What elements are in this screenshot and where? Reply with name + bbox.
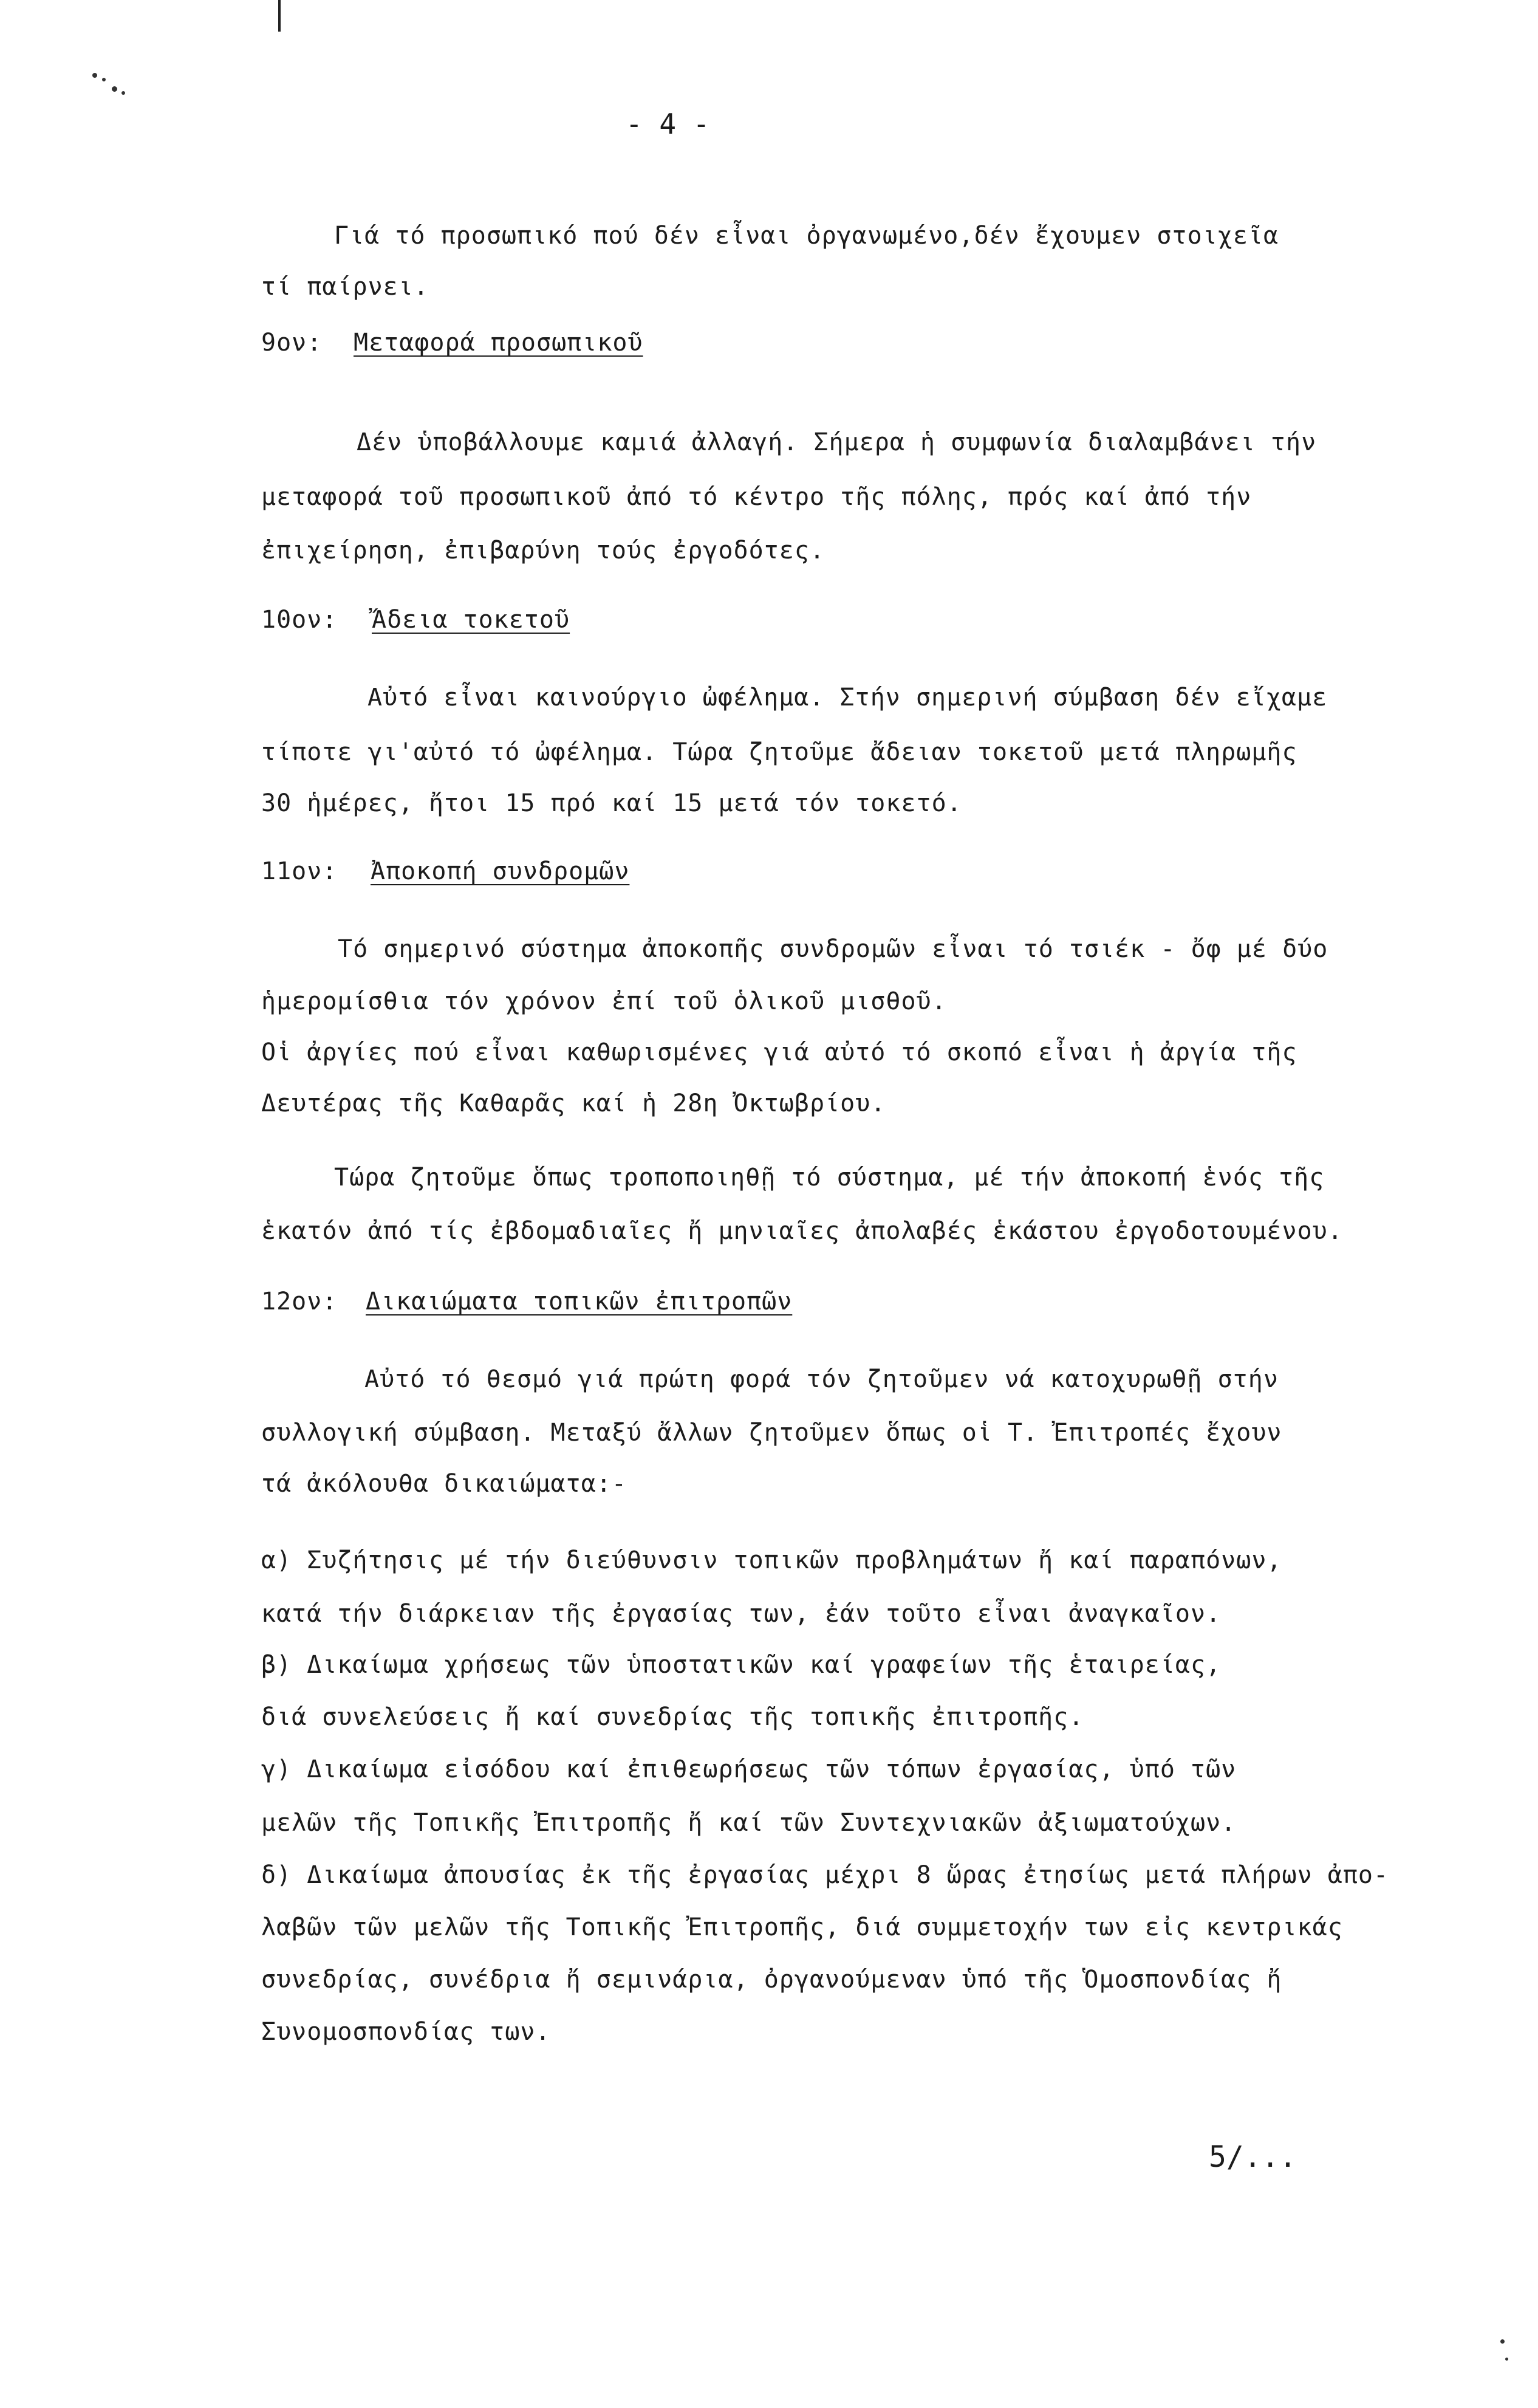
text-line: ἡμερομίσθια τόν χρόνον ἐπί τοῦ ὁλικοῦ μισθοῦ.: [261, 987, 947, 1015]
list-item: β) Δικαίωμα χρήσεως τῶν ὑποστατικῶν καί γραφείων τῆς ἑταιρείας,: [261, 1651, 1222, 1679]
section-heading: Δικαιώματα τοπικῶν ἐπιτροπῶν: [366, 1288, 793, 1315]
continuation-marker: 5/...: [1209, 2140, 1297, 2174]
text-line: Συνομοσπονδίας των.: [261, 2018, 551, 2046]
list-item: δ) Δικαίωμα ἀπουσίας ἐκ τῆς ἐργασίας μέχρι 8 ὥρας ἐτησίως μετά πλήρων ἀπο-: [261, 1861, 1389, 1889]
scan-speck: [102, 78, 106, 81]
text-line: συλλογική σύμβαση. Μεταξύ ἄλλων ζητοῦμεν ὅπως οἱ Τ. Ἐπιτροπές ἔχουν: [261, 1419, 1282, 1447]
text-line: Αὐτό τό θεσμό γιά πρώτη φορά τόν ζητοῦμεν νά κατοχυρωθῇ στήν: [364, 1365, 1279, 1393]
text-line: Δευτέρας τῆς Καθαρᾶς καί ἡ 28η Ὀκτωβρίου.: [261, 1089, 886, 1117]
section-number: 12ον:: [261, 1288, 338, 1315]
list-item: γ) Δικαίωμα εἰσόδου καί ἐπιθεωρήσεως τῶν τόπων ἐργασίας, ὑπό τῶν: [261, 1755, 1237, 1783]
scan-artifact: [278, 0, 281, 32]
text-line: Αὐτό εἶναι καινούργιο ὠφέλημα. Στήν σημερινή σύμβαση δέν εἴχαμε: [367, 684, 1328, 712]
scan-speck: [1505, 2358, 1508, 2361]
page-number: - 4 -: [626, 108, 710, 140]
text-line: τίποτε γι'αὐτό τό ὠφέλημα. Τώρα ζητοῦμε ἄδειαν τοκετοῦ μετά πληρωμῆς: [261, 738, 1297, 766]
text-line: ἐπιχείρηση, ἐπιβαρύνη τούς ἐργοδότες.: [261, 537, 825, 564]
text-line: Δέν ὑποβάλλουμε καμιά ἀλλαγή. Σήμερα ἡ συμφωνία διαλαμβάνει τήν: [357, 428, 1317, 456]
text-line: Τώρα ζητοῦμε ὅπως τροποποιηθῇ τό σύστημα, μέ τήν ἀποκοπή ἑνός τῆς: [334, 1164, 1325, 1192]
text-line: Τό σημερινό σύστημα ἀποκοπῆς συνδρομῶν εἶναι τό τσιέκ - ὄφ μέ δύο: [338, 935, 1328, 963]
scan-speck: [1500, 2339, 1505, 2344]
text-line: τί παίρνει.: [261, 273, 429, 301]
text-line: διά συνελεύσεις ἤ καί συνεδρίας τῆς τοπικῆς ἐπιτροπῆς.: [261, 1703, 1084, 1731]
section-number: 10ον:: [261, 606, 338, 634]
scan-speck: [121, 91, 125, 95]
text-line: συνεδρίας, συνέδρια ἤ σεμινάρια, ὀργανούμεναν ὑπό τῆς Ὁμοσπονδίας ἤ: [261, 1966, 1282, 1994]
text-line: κατά τήν διάρκειαν τῆς ἐργασίας των, ἐάν τοῦτο εἶναι ἀναγκαῖον.: [261, 1600, 1222, 1628]
section-number: 9ον:: [261, 329, 323, 357]
section-heading: Ἄδεια τοκετοῦ: [372, 606, 570, 634]
text-line: μελῶν τῆς Τοπικῆς Ἐπιτροπῆς ἤ καί τῶν Συντεχνιακῶν ἀξιωματούχων.: [261, 1809, 1237, 1837]
section-heading: Ἀποκοπή συνδρομῶν: [371, 857, 630, 885]
text-line: τά ἀκόλουθα δικαιώματα:-: [261, 1470, 627, 1498]
scan-speck: [92, 73, 97, 78]
list-item: α) Συζήτησις μέ τήν διεύθυνσιν τοπικῶν προβλημάτων ἤ καί παραπόνων,: [261, 1546, 1282, 1574]
section-heading: Μεταφορά προσωπικοῦ: [354, 329, 643, 357]
text-line: Γιά τό προσωπικό πού δέν εἶναι ὀργανωμένο,δέν ἔχουμεν στοιχεῖα: [334, 222, 1279, 250]
text-line: Οἱ ἀργίες πού εἶναι καθωρισμένες γιά αὐτό τό σκοπό εἶναι ἡ ἀργία τῆς: [261, 1038, 1297, 1066]
scan-speck: [112, 86, 117, 92]
text-line: μεταφορά τοῦ προσωπικοῦ ἀπό τό κέντρο τῆς πόλης, πρός καί ἀπό τήν: [261, 483, 1252, 511]
text-line: 30 ἡμέρες, ἤτοι 15 πρό καί 15 μετά τόν τοκετό.: [261, 789, 962, 817]
section-number: 11ον:: [261, 857, 338, 885]
text-line: ἑκατόν ἀπό τίς ἐβδομαδιαῖες ἤ μηνιαῖες ἀπολαβές ἑκάστου ἐργοδοτουμένου.: [261, 1217, 1343, 1245]
text-line: λαβῶν τῶν μελῶν τῆς Τοπικῆς Ἐπιτροπῆς, διά συμμετοχήν των εἰς κεντρικάς: [261, 1913, 1343, 1941]
